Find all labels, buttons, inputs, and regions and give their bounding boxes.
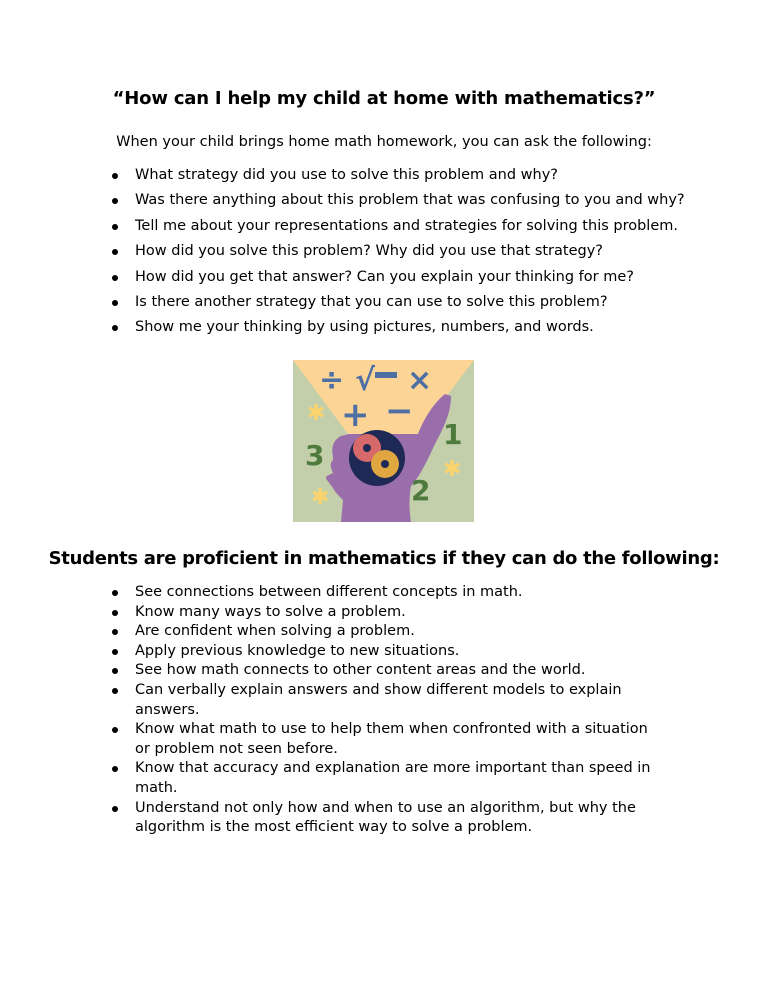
square-root-symbol-icon: √	[355, 363, 376, 398]
list-item: See connections between different concepts in math.	[112, 583, 652, 603]
number-two: 2	[411, 474, 431, 507]
list-item: Is there another strategy that you can use to solve this problem?	[112, 290, 732, 315]
number-one: 1	[443, 418, 463, 451]
gear-hub-icon	[363, 444, 371, 452]
list-item: Are confident when solving a problem.	[112, 622, 652, 642]
minus-symbol-icon: −	[385, 391, 414, 431]
plus-symbol-icon: +	[341, 395, 370, 435]
list-item: Know that accuracy and explanation are more important than speed in math.	[112, 759, 652, 798]
star-icon: ✱	[311, 485, 330, 510]
divide-symbol-icon: ÷	[319, 363, 345, 398]
list-item: What strategy did you use to solve this problem and why?	[112, 163, 732, 188]
math-head-svg	[293, 360, 474, 522]
square-root-bar	[375, 372, 397, 378]
list-item: Know many ways to solve a problem.	[112, 603, 652, 623]
gear-hub-icon	[381, 460, 389, 468]
page-title: “How can I help my child at home with mathematics?”	[112, 88, 656, 109]
list-item: Tell me about your representations and strategies for solving this problem.	[112, 214, 732, 239]
list-item: Understand not only how and when to use an algorithm, but why the algorithm is the most efficient way to solve a problem.	[112, 799, 652, 838]
star-icon: ✱	[307, 401, 326, 426]
intro-text: When your child brings home math homework, you can ask the following:	[116, 134, 652, 150]
list-item: See how math connects to other content areas and the world.	[112, 661, 652, 681]
multiply-symbol-icon: ×	[407, 363, 433, 398]
star-icon: ✱	[443, 457, 462, 482]
proficiency-list	[112, 583, 652, 838]
list-item: How did you solve this problem? Why did you use that strategy?	[112, 239, 732, 264]
math-head-illustration	[293, 360, 474, 522]
list-item: Know what math to use to help them when confronted with a situation or problem not seen before.	[112, 720, 652, 759]
list-item: Was there anything about this problem that was confusing to you and why?	[112, 188, 732, 213]
number-three: 3	[305, 439, 325, 472]
list-item: How did you get that answer? Can you explain your thinking for me?	[112, 265, 732, 290]
question-list	[112, 163, 732, 341]
list-item: Apply previous knowledge to new situations.	[112, 642, 652, 662]
list-item: Show me your thinking by using pictures, numbers, and words.	[112, 315, 732, 340]
section-heading: Students are proficient in mathematics if they can do the following:	[48, 548, 720, 569]
list-item: Can verbally explain answers and show different models to explain answers.	[112, 681, 652, 720]
